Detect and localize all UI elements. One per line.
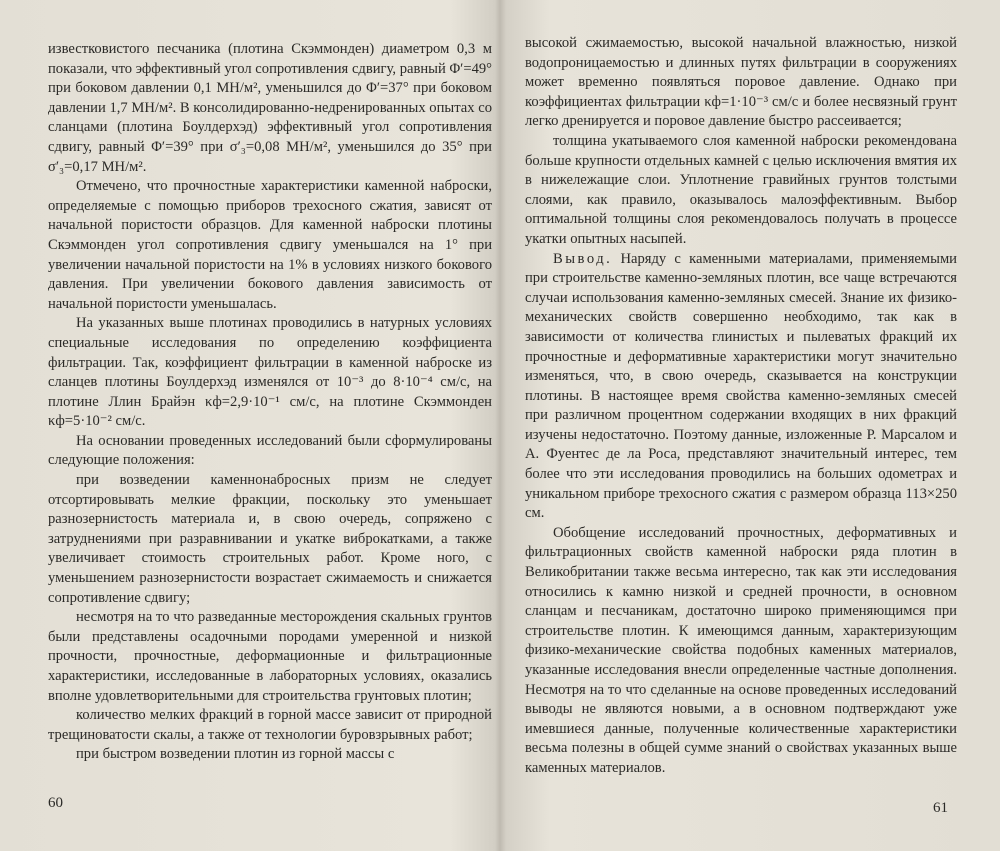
right-page [525,34,957,779]
conclusion-text: Наряду с каменными материалами, применяемыми при строительстве каменно-земляных плотин, все чаще встречаются случаи использования каменно-земляных смесей. Знание их физико-механических свойств совершенно необходимо, так как в зависимости от количества глинистых и пылеватых фракций их прочностные и деформативные характеристики могут значительно изменяться, что, в свою очередь, сказывается на конструкции плотины. В настоящее время свойства каменно-земляных смесей при различном процентном содержании входящих в них фракций изучены недостаточно. Поэтому данные, изложенные Р. Марсалом и А. Фуентес де ла Роса, представляют значительный интерес, тем более что эти исследования проводились на больших одометрах и уникальном приборе трехосного сжатия с размером образца 113×250 см. [525,250,957,522]
page-number-right: 61 [933,800,948,816]
list-item: при быстром возведении плотин из горной массы с [76,746,395,763]
list-item: несмотря на то что разведанные месторождения скальных грунтов были представлены осадочными породами умеренной и низкой прочности, прочностные, деформационные и фильтрационные характеристики, исследованные в лабораторных условиях, оказались вполне удовлетворительными для строительства грунтовых плотин; [48,609,492,704]
paragraph: Отмечено, что прочностные характеристики каменной наброски, определяемые с помощью приборов трехосного сжатия, зависят от начальной пористости образцов. Для каменной наброски плотины Скэммонден угол сопротивления сдвигу уменьшался на 1° при увеличении начальной пористости на 1% в условиях низкого бокового давления. При увеличении бокового давления зависимость от начальной пористости уменьшалась. [48,178,492,312]
list-item: количество мелких фракций в горной массе зависит от природной трещиноватости скалы, а также от технологии буровзрывных работ; [48,707,492,743]
conclusion-label: Вывод. [553,250,613,267]
list-item: при возведении каменнонабросных призм не следует отсортировывать мелкие фракции, поскольку это уменьшает разнозернистость материала и, в свою очередь, сопряжено с затруднениями при разравнивании и укатке виброкатками, а также увеличивает стоимость строительных работ. Кроме ного, с уменьшением разнозернистости возрастает сжимаемость и снижается сопротивление сдвигу; [48,472,492,606]
paragraph: На основании проведенных исследований были сформулированы следующие положения: [48,432,492,469]
conclusion-paragraph [525,250,957,524]
paragraph: Обобщение исследований прочностных, деформативных и фильтрационных свойств каменной наброски ряда плотин в Великобритании также весьма интересно, так как эти исследования относились к камню низкой и средней прочности, в основном сланцам и песчаникам, достаточно широко применяющимся при строительстве плотин. К имеющимся данным, характеризующим физико-механические свойства подобных каменных материалов, указанные исследования внесли определенные частные дополнения. Несмотря на то что сделанные на основе проведенных исследований выводы не являются новыми, а в основном подтверждают уже имевшиеся данные, полученные количественные характеристики весьма полезны в общей сумме знаний о свойствах указанных выше каменных материалов. [525,524,957,776]
list-item: толщина укатываемого слоя каменной наброски рекомендована больше крупности отдельных камней с целью исключения вмятия их в нижележащие слои. Уплотнение гравийных грунтов толстыми слоями, как правило, оказывалось малоэффективным. Выбор оптимальной толщины слоя рекомендовалось получать в процессе укатки опытных насыпей. [525,132,957,247]
left-page [48,40,492,765]
paragraph: высокой сжимаемостью, высокой начальной влажностью, низкой водопроницаемостью и длинных путях фильтрации в сооружениях может временно появляться поровое давление. Однако при коэффициентах фильтрации κф=1·10⁻³ см/с и более несвязный грунт легко дренируется и поровое давление быстро рассеивается; [525,35,957,130]
paragraph: известковистого песчаника (плотина Скэммонден) диаметром 0,3 м показали, что эффективный угол сопротивления сдвигу, равный Φ′=49° при боковом давлении 0,1 МН/м², уменьшился до Φ′=37° при боковом давлении 1,7 МН/м². В консолидированно-недренированных опытах со сланцами (плотина Боулдерхэд) эффективный угол сопротивления сдвигу, равный Φ′=39° при σ′₃=0,08 МН/м², уменьшился до 35° при σ′₃=0,17 МН/м². [48,41,492,175]
page-number-left: 60 [48,795,63,811]
paragraph: На указанных выше плотинах проводились в натурных условиях специальные исследования по определению коэффициента фильтрации. Так, коэффициент фильтрации в каменной наброске из сланцев плотины Боулдерхэд изменялся от 10⁻³ до 8·10⁻⁴ см/с, на плотине Ллин Брайэн κф=2,9·10⁻¹ см/с, на плотине Скэммонден κф=5·10⁻² см/с. [48,315,492,430]
